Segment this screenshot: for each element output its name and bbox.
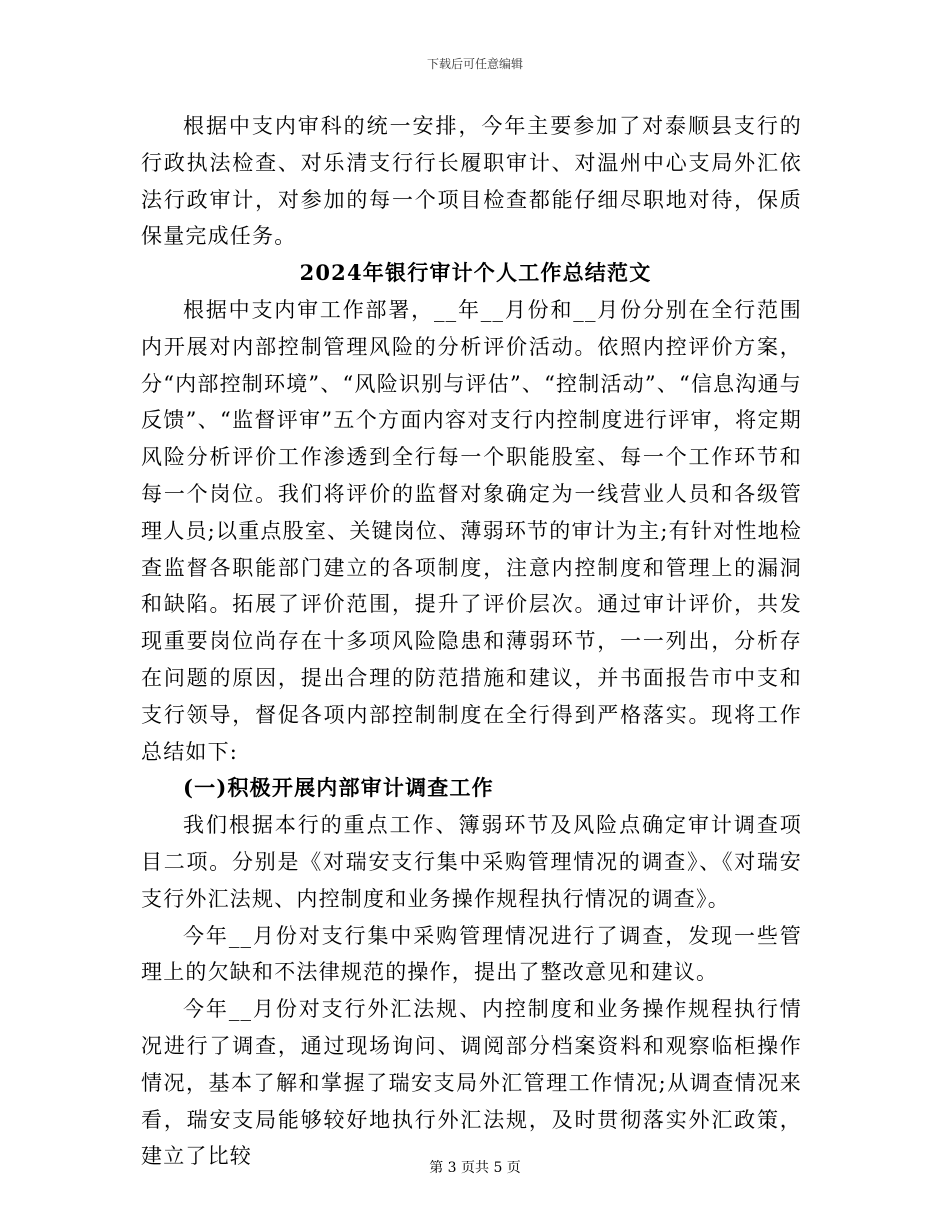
- body-paragraph-forex: 今年__月份对支行外汇法规、内控制度和业务操作规程执行情况进行了调查，通过现场询问、调阅部分档案资料和观察临柜操作情况，基本了解和掌握了瑞安支局外汇管理工作情况;从调查情况来看，瑞安支局能够较好地执行外汇法规，及时贯彻落实外汇政策，建立了比较: [141, 997, 802, 1169]
- page-header: 下载后可任意编辑: [426, 57, 523, 71]
- body-paragraph-internal-control: 根据中支内审工作部署，__年__月份和__月份分别在全行范围内开展对内部控制管理风险的分析评价活动。依照内控评价方案，分“内部控制环境”、“风险识别与评估”、“控制活动”、“信息沟通与反馈”、“监督评审”五个方面内容对支行内控制度进行评审，将定期风险分析评价工作渗透到全行每一个职能股室、每一个工作环节和每一个岗位。我们将评价的监督对象确定为一线营业人员和各级管理人员;以重点股室、关键岗位、薄弱环节的审计为主;有针对性地检查监督各职能部门建立的各项制度，注意内控制度和管理上的漏洞和缺陷。拓展了评价范围，提升了评价层次。通过审计评价，共发现重要岗位尚存在十多项风险隐患和薄弱环节，一一列出，分析存在问题的原因，提出合理的防范措施和建议，并书面报告市中支和支行领导，督促各项内部控制制度在全行得到严格落实。现将工作总结如下:: [141, 297, 802, 764]
- body-paragraph-procurement: 今年__月份对支行集中采购管理情况进行了调查，发现一些管理上的欠缺和不法律规范的操作，提出了整改意见和建议。: [141, 923, 802, 985]
- document-title: 2024年银行审计个人工作总结范文: [299, 260, 652, 286]
- intro-paragraph: 根据中支内审科的统一安排，今年主要参加了对泰顺县支行的行政执法检查、对乐清支行行长履职审计、对温州中心支局外汇依法行政审计，对参加的每一个项目检查都能仔细尽职地对待，保质保量完成任务。: [141, 114, 802, 249]
- document-body: [141, 108, 802, 1175]
- body-paragraph-investigation-projects: 我们根据本行的重点工作、簿弱环节及风险点确定审计调查项目二项。分别是《对瑞安支行集中采购管理情况的调查》、《对瑞安支行外汇法规、内控制度和业务操作规程执行情况的调查》。: [141, 813, 802, 911]
- section-heading-audit-investigation: (一)积极开展内部审计调查工作: [183, 775, 494, 801]
- page-footer: 第 3 页共 5 页: [429, 1160, 521, 1176]
